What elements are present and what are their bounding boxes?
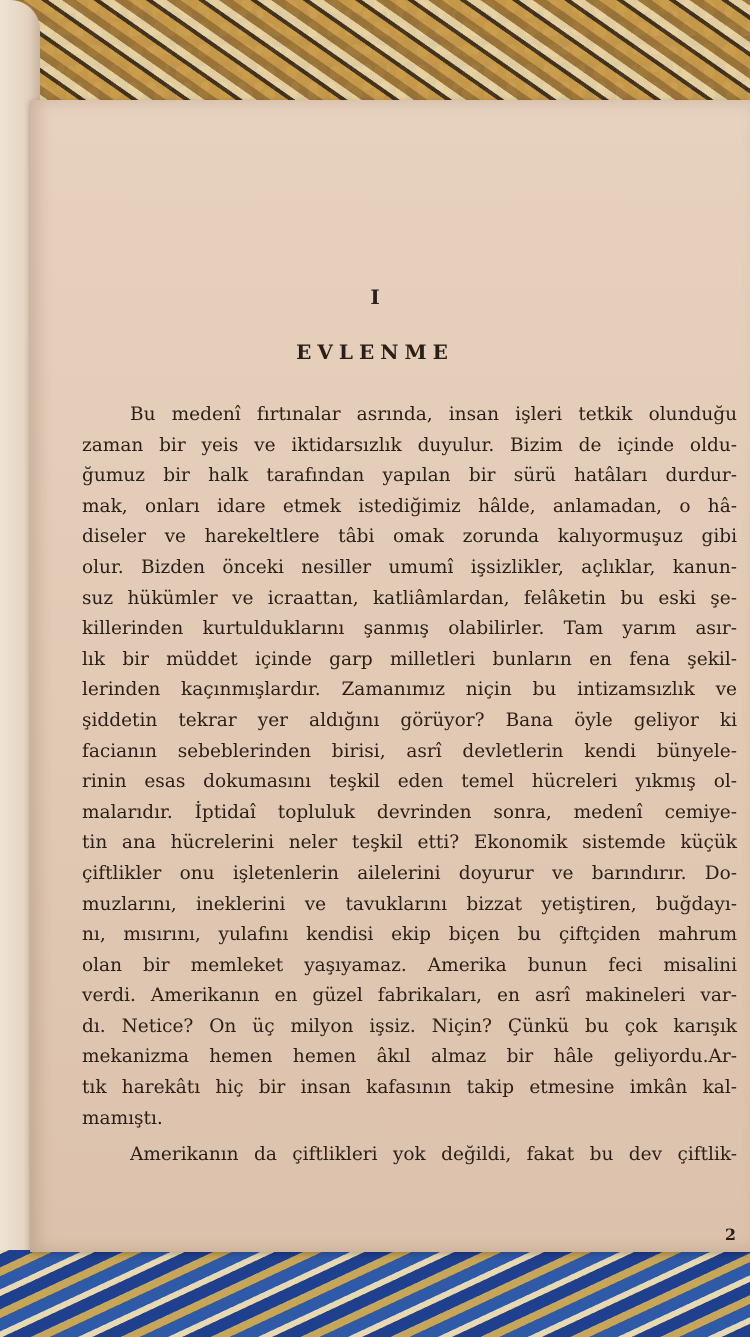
- text-line: mamıştı.: [82, 1107, 163, 1129]
- text-line: suz hükümler ve icraattan, katliâmlardan, felâketin bu eski şe-: [82, 587, 737, 609]
- text-line: Amerikanın da çiftlikleri yok değildi, fakat bu dev çiftlik-: [130, 1144, 737, 1166]
- text-line: çiftlikler onu işletenlerin ailelerini doyurur ve barındırır. Do-: [82, 862, 737, 884]
- text-line: muzlarını, ineklerini ve tavuklarını bizzat yetiştiren, buğdayı-: [82, 893, 737, 915]
- text-line: nı, mısırını, yulafını kendisi ekip biçen bu çiftçiden mahrum: [82, 924, 737, 946]
- text-line: şiddetin tekrar yer aldığını görüyor? Bana öyle geliyor ki: [82, 709, 737, 731]
- text-line: lık bir müddet içinde garp milletleri bunların en fena şekil-: [82, 648, 737, 670]
- text-line: mekanizma hemen hemen âkıl almaz bir hâle geliyordu.Ar-: [82, 1046, 737, 1068]
- text-line: killerinden kurtulduklarını şanmış olabilirler. Tam yarım asır-: [82, 618, 737, 640]
- text-line: dı. Netice? On üç milyon işsiz. Niçin? Çünkü bu çok karışık: [82, 1015, 737, 1037]
- text-line: olur. Bizden önceki nesiller umumî işsizlikler, açlıklar, kanun-: [82, 556, 737, 578]
- carpet-background-bottom: [0, 1250, 750, 1337]
- chapter-title: EVLENME: [296, 340, 454, 364]
- paragraph-2: [82, 1140, 737, 1171]
- chapter-number: I: [370, 285, 380, 309]
- text-line: facianın sebeblerinden birisi, asrî devletlerin kendi bünyele-: [82, 740, 737, 762]
- paragraph-1: [82, 400, 737, 1134]
- text-line: rinin esas dokumasını teşkil eden temel hücreleri yıkmış ol-: [82, 771, 737, 793]
- text-line: lerinden kaçınmışlardır. Zamanımız niçin bu intizamsızlık ve: [82, 679, 737, 701]
- text-line: mak, onları idare etmek istediğimiz hâlde, anlamadan, o hâ-: [82, 495, 737, 517]
- page-number: 2: [724, 1225, 736, 1244]
- text-line: tin ana hücrelerini neler teşkil etti? Ekonomik sistemde küçük: [82, 832, 737, 854]
- text-line: zaman bir yeis ve iktidarsızlık duyulur. Bizim de içinde oldu-: [82, 434, 737, 456]
- text-line: ğumuz bir halk tarafından yapılan bir sürü hatâları durdur-: [82, 465, 737, 487]
- text-line: malarıdır. İptidaî topluluk devrinden sonra, medenî cemiye-: [82, 801, 737, 823]
- text-line: tık harekâtı hiç bir insan kafasının takip etmesine imkân kal-: [82, 1077, 737, 1099]
- text-line: Bu medenî fırtınalar asrında, insan işleri tetkik olunduğu: [130, 404, 737, 425]
- text-line: diseler ve harekeltlere tâbi omak zorunda kalıyormuşuz gibi: [82, 526, 737, 548]
- text-line: verdi. Amerikanın en güzel fabrikaları, en asrî makineleri var-: [82, 985, 737, 1007]
- book-page: [30, 100, 750, 1252]
- text-line: olan bir memleket yaşıyamaz. Amerika bunun feci misalini: [82, 954, 737, 976]
- page-body: [82, 400, 737, 1171]
